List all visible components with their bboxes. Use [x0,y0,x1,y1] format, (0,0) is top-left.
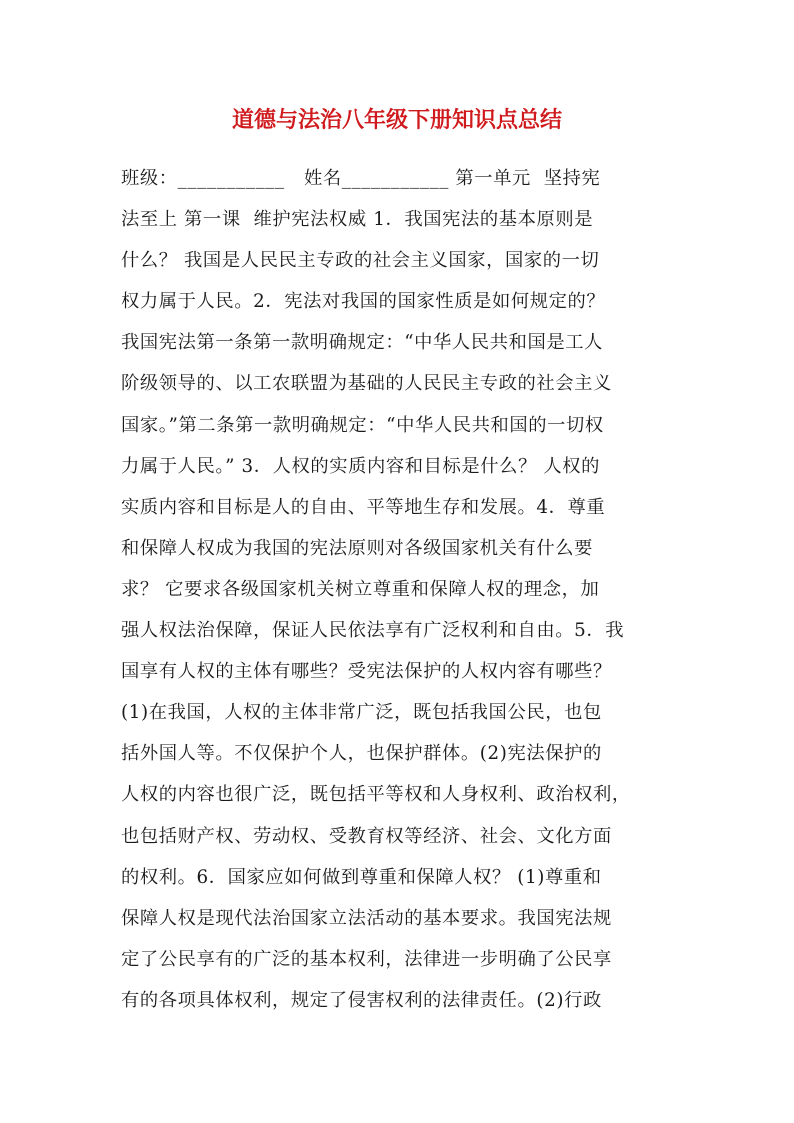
body-line: 什么？ 我国是人民民主专政的社会主义国家，国家的一切 [121,250,600,272]
body-line: 人权的内容也很广泛，既包括平等权和人身权利、政治权利， [121,784,631,806]
body-line: 力属于人民。” 3．人权的实质内容和目标是什么？ 人权的 [121,455,601,477]
body-line: 保障人权是现代法治国家立法活动的基本要求。我国宪法规 [121,907,612,929]
document-title: 道德与法治八年级下册知识点总结 [231,107,562,133]
body-line: 班级：___________ 姓名___________ 第一单元 坚持宪 [121,168,601,189]
body-line: 强人权法治保障，保证人民依法享有广泛权利和自由。5．我 [121,620,625,642]
body-line: 定了公民享有的广泛的基本权利，法律进一步明确了公民享 [121,948,612,970]
body-line: 求？ 它要求各级国家机关树立尊重和保障人权的理念，加 [121,578,600,600]
body-line: 法至上 第一课 维护宪法权威 1．我国宪法的基本原则是 [121,209,594,231]
body-line: 和保障人权成为我国的宪法原则对各级国家机关有什么要 [121,537,594,559]
body-line: 有的各项具体权利，规定了侵害权利的法律责任。(2)行政 [121,989,602,1011]
body-line: 实质内容和目标是人的自由、平等地生存和发展。4．尊重 [121,496,606,518]
document-body [121,158,681,1021]
body-line: 阶级领导的、以工农联盟为基础的人民民主专政的社会主义 [121,373,612,395]
body-line: 国家。”第二条第一款明确规定：“中华人民共和国的一切权 [121,414,604,436]
body-line: 也包括财产权、劳动权、受教育权等经济、社会、文化方面 [121,825,612,847]
body-line: (1)在我国，人权的主体非常广泛，既包括我国公民，也包 [121,702,602,724]
body-line: 括外国人等。不仅保护个人，也保护群体。(2)宪法保护的 [121,743,602,765]
body-line: 国享有人权的主体有哪些？受宪法保护的人权内容有哪些？ [121,661,612,683]
body-line: 我国宪法第一条第一款明确规定：“中华人民共和国是工人 [121,332,603,354]
body-line: 的权利。6．国家应如何做到尊重和保障人权？ (1)尊重和 [121,866,602,888]
body-line: 权力属于人民。2．宪法对我国的国家性质是如何规定的？ [121,291,606,313]
